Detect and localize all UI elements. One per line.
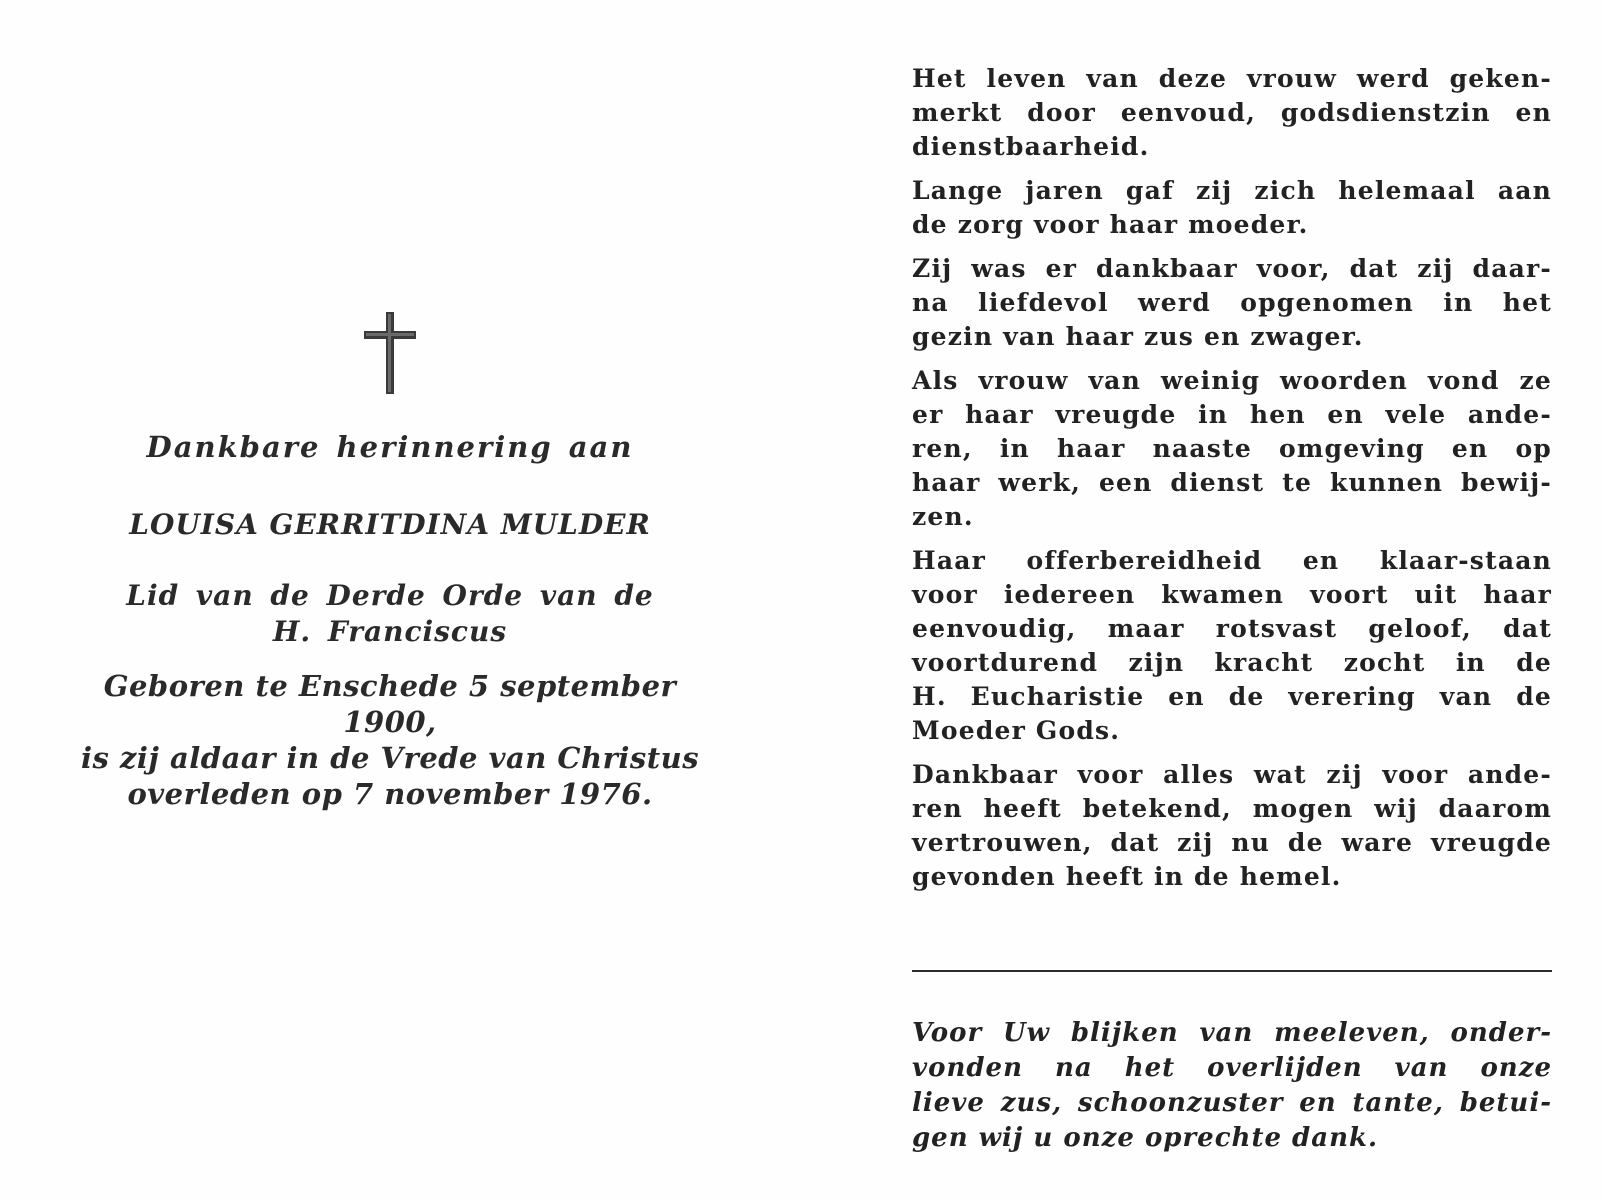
membership-text <box>60 578 720 650</box>
text-line: eenvoudig, maar rotsvast geloof, dat <box>912 614 1552 643</box>
divider-line <box>912 970 1552 972</box>
text-line: gevonden heeft in de hemel. <box>912 862 1342 891</box>
text-line: merkt door eenvoud, godsdienstzin en <box>912 98 1552 127</box>
biography-paragraph <box>912 758 1552 894</box>
biography <box>912 62 1552 904</box>
text-line: haar werk, een dienst te kunnen bewij- <box>912 468 1552 497</box>
text-line: lieve zus, schoonzuster en tante, betui- <box>912 1088 1552 1118</box>
biography-paragraph <box>912 62 1552 164</box>
text-line: Lange jaren gaf zij zich helemaal aan <box>912 176 1552 205</box>
text-line: zen. <box>912 502 974 531</box>
text-line: voortdurend zijn kracht zocht in de <box>912 648 1552 677</box>
life-line: overleden op 7 november 1976. <box>127 777 653 811</box>
text-line: gen wij u onze oprechte dank. <box>912 1123 1379 1153</box>
text-line: Haar offerbereidheid en klaar-staan <box>912 546 1552 575</box>
text-line: Het leven van deze vrouw werd geken- <box>912 64 1552 93</box>
text-line: gezin van haar zus en zwager. <box>912 322 1364 351</box>
biography-paragraph <box>912 252 1552 354</box>
text-line: vertrouwen, dat zij nu de ware vreugde <box>912 828 1552 857</box>
life-dates-text <box>60 668 720 812</box>
deceased-name: LOUISA GERRITDINA MULDER <box>129 508 651 541</box>
membership-line: Lid van de Derde Orde van de <box>126 579 654 612</box>
text-line: de zorg voor haar moeder. <box>912 210 1309 239</box>
text-line: na liefdevol werd opgenomen in het <box>912 288 1552 317</box>
text-line: voor iedereen kwamen voort uit haar <box>912 580 1552 609</box>
text-line: ren, in haar naaste omgeving en op <box>912 434 1552 463</box>
life-line: is zij aldaar in de Vrede van Christus <box>80 741 700 775</box>
dedication-heading: Dankbare herinnering aan <box>146 430 634 464</box>
life-line: Geboren te Enschede 5 september 1900, <box>103 669 677 739</box>
text-line: Voor Uw blijken van meeleven, onder- <box>912 1018 1552 1048</box>
biography-paragraph <box>912 364 1552 534</box>
text-line: Moeder Gods. <box>912 716 1121 745</box>
text-line: Dankbaar voor alles wat zij voor ande- <box>912 760 1552 789</box>
biography-paragraph <box>912 174 1552 242</box>
left-panel <box>60 0 720 1200</box>
text-line: ren heeft betekend, mogen wij daarom <box>912 794 1552 823</box>
text-line: Zij was er dankbaar voor, dat zij daar- <box>912 254 1552 283</box>
text-line: Als vrouw van weinig woorden vond ze <box>912 366 1552 395</box>
membership-line: H. Franciscus <box>272 615 508 648</box>
biography-paragraph <box>912 544 1552 748</box>
text-line: vonden na het overlijden van onze <box>912 1053 1552 1083</box>
text-line: H. Eucharistie en de verering van de <box>912 682 1552 711</box>
thanks-message <box>912 1016 1552 1156</box>
cross-icon <box>364 312 416 394</box>
text-line: dienstbaarheid. <box>912 132 1150 161</box>
text-line: er haar vreugde in hen en vele ande- <box>912 400 1552 429</box>
